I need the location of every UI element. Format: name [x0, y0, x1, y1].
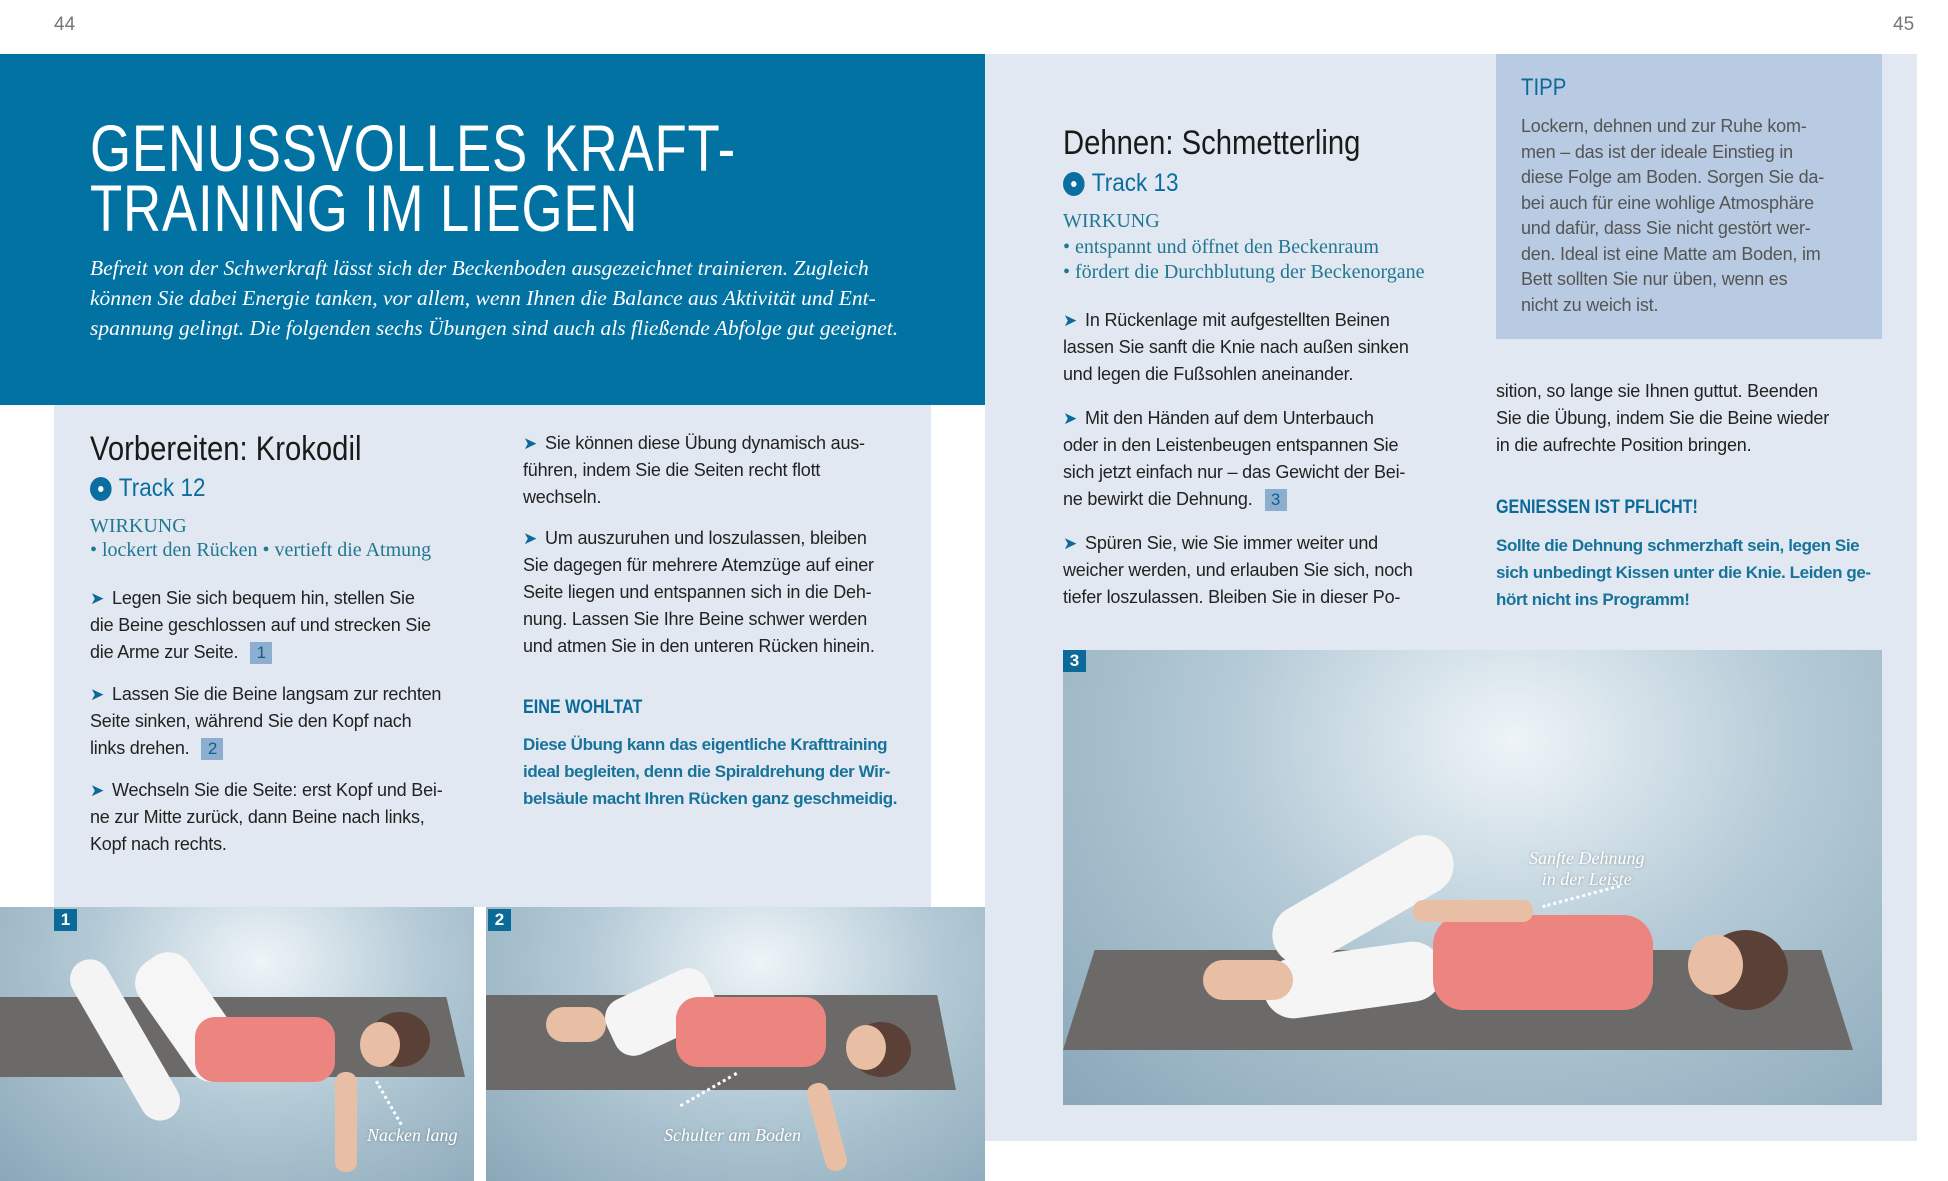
text-line: können Sie dabei Energie tanken, vor allem, wenn Ihnen die Balance aus Aktivität und Ent- [90, 286, 876, 310]
line-text: Kopf nach rechts. [90, 834, 227, 854]
text-line: Sie die Übung, indem Sie die Beine wieder [1496, 408, 1830, 428]
text-line: und dafür, dass Sie nicht gestört wer- [1521, 218, 1811, 238]
text-line [90, 708, 441, 735]
photo-number-badge: 2 [488, 909, 511, 931]
step-3 [90, 777, 443, 858]
text-line [1063, 334, 1409, 361]
line-text: sich jetzt einfach nur – das Gewicht der Bei- [1063, 462, 1406, 482]
tip-title: TIPP [1521, 74, 1567, 101]
text-line: nicht zu weich ist. [1521, 294, 1659, 315]
text-line: Sanfte Dehnung [1529, 848, 1645, 868]
step-3 [1063, 530, 1413, 611]
step-1 [90, 585, 431, 666]
audio-track-icon [90, 477, 112, 501]
text-line [90, 681, 441, 708]
arrow-bullet-icon: ➤ [90, 589, 105, 608]
step-3-continued [1496, 378, 1829, 459]
tip-text [1521, 114, 1824, 318]
line-text: oder in den Leistenbeugen entspannen Sie [1063, 435, 1399, 455]
arrow-bullet-icon: ➤ [90, 685, 105, 704]
audio-track-icon [1063, 172, 1085, 196]
text-line [1063, 459, 1405, 486]
figure-reference-badge[interactable]: 2 [201, 738, 223, 760]
line-text: Um auszuruhen und loszulassen, bleiben [545, 528, 867, 548]
text-line: • entspannt und öffnet den Beckenraum [1063, 236, 1379, 258]
text-line [523, 552, 875, 579]
text-line: Diese Übung kann das eigentliche Krafttraining [523, 735, 888, 754]
page-number-left: 44 [54, 14, 76, 35]
effect-label: WIRKUNG [1063, 210, 1160, 232]
chapter-title [90, 111, 737, 245]
text-line [1063, 584, 1413, 611]
photo-krokodil-2 [486, 907, 985, 1181]
arrow-bullet-icon: ➤ [523, 529, 538, 548]
exercise-heading-krokodil: Vorbereiten: Krokodil [90, 430, 362, 468]
text-line [90, 777, 443, 804]
text-line [90, 639, 431, 666]
line-text: nung. Lassen Sie Ihre Beine schwer werden [523, 609, 868, 629]
line-text: Seite sinken, während Sie den Kopf nach [90, 711, 412, 731]
text-line: • lockert den Rücken • vertieft die Atmung [90, 539, 432, 561]
photo-number-badge: 1 [54, 909, 77, 931]
text-line: spannung gelingt. Die folgenden sechs Übungen sind auch als fließende Abfolge gut geeignet. [90, 316, 899, 340]
text-line [90, 612, 431, 639]
text-line [1063, 530, 1413, 557]
text-line: sich unbedingt Kissen unter die Knie. Leiden ge- [1496, 563, 1871, 582]
text-line: bei auch für eine wohlige Atmosphäre [1521, 192, 1814, 213]
text-line [1063, 557, 1413, 584]
line-text: Legen Sie sich bequem hin, stellen Sie [112, 588, 415, 608]
line-text: ne bewirkt die Dehnung. [1063, 489, 1253, 509]
text-line [90, 804, 443, 831]
photo-schmetterling-3 [1063, 650, 1882, 1105]
arrow-bullet-icon: ➤ [523, 434, 538, 453]
step-5 [523, 525, 875, 660]
effect-list [1063, 235, 1425, 285]
photo-caption [1529, 848, 1644, 890]
text-line [523, 484, 865, 511]
line-text: Lassen Sie die Beine langsam zur rechten [112, 684, 442, 704]
line-text: lassen Sie sanft die Knie nach außen sinken [1063, 337, 1409, 357]
text-line: ideal begleiten, denn die Spiraldrehung der Wir- [523, 762, 890, 781]
text-line [1063, 486, 1405, 513]
line-text: und legen die Fußsohlen aneinander. [1063, 364, 1354, 384]
line-text: und atmen Sie in den unteren Rücken hinein. [523, 636, 875, 656]
text-line [523, 579, 875, 606]
line-text: Sie können diese Übung dynamisch aus- [545, 433, 865, 453]
figure-reference-badge[interactable]: 1 [250, 642, 272, 664]
text-line: hört nicht ins Programm! [1496, 590, 1690, 609]
text-line: GENUSSVOLLES KRAFT- [90, 111, 737, 185]
text-line [523, 430, 865, 457]
photo-krokodil-1 [0, 907, 474, 1181]
text-line: TRAINING IM LIEGEN [90, 171, 639, 245]
text-line [523, 633, 875, 660]
step-4 [523, 430, 865, 511]
photo-caption: Schulter am Boden [664, 1125, 801, 1145]
step-2 [90, 681, 441, 762]
photo-caption: Nacken lang [367, 1125, 458, 1145]
info-text-geniessen [1496, 532, 1871, 613]
line-text: führen, indem Sie die Seiten recht flott [523, 460, 821, 480]
text-line: • fördert die Durchblutung der Beckenorgane [1063, 261, 1425, 283]
arrow-bullet-icon: ➤ [1063, 311, 1078, 330]
text-line [90, 831, 443, 858]
text-line [523, 457, 865, 484]
track-label: Track 12 [118, 474, 206, 502]
line-text: die Arme zur Seite. [90, 642, 239, 662]
line-text: tiefer loszulassen. Bleiben Sie in dieser Po- [1063, 587, 1401, 607]
line-text: Spüren Sie, wie Sie immer weiter und [1085, 533, 1378, 553]
info-title-geniessen: GENIESSEN IST PFLICHT! [1496, 497, 1698, 518]
line-text: links drehen. [90, 738, 190, 758]
line-text: ne zur Mitte zurück, dann Beine nach links, [90, 807, 425, 827]
text-line [1063, 432, 1405, 459]
line-text: In Rückenlage mit aufgestellten Beinen [1085, 310, 1390, 330]
arrow-bullet-icon: ➤ [1063, 534, 1078, 553]
effect-list [90, 538, 431, 563]
text-line: men – das ist der ideale Einstieg in [1521, 141, 1793, 162]
text-line [1063, 405, 1405, 432]
text-line: den. Ideal ist eine Matte am Boden, im [1521, 243, 1821, 264]
text-line [523, 525, 875, 552]
track-13[interactable] [1063, 169, 1178, 198]
info-title-wohltat: EINE WOHLTAT [523, 697, 643, 718]
track-label: Track 13 [1091, 169, 1179, 197]
text-line: belsäule macht Ihren Rücken ganz geschmeidig. [523, 789, 898, 808]
line-text: Mit den Händen auf dem Unterbauch [1085, 408, 1374, 428]
text-line: in die aufrechte Position bringen. [1496, 435, 1752, 455]
line-text: Sie dagegen für mehrere Atemzüge auf einer [523, 555, 874, 575]
step-1 [1063, 307, 1409, 388]
text-line: diese Folge am Boden. Sorgen Sie da- [1521, 167, 1824, 187]
line-text: Wechseln Sie die Seite: erst Kopf und Bei- [112, 780, 443, 800]
line-text: Seite liegen und entspannen sich in die Deh- [523, 582, 872, 602]
arrow-bullet-icon: ➤ [90, 781, 105, 800]
text-line: Sollte die Dehnung schmerzhaft sein, legen Sie [1496, 536, 1860, 555]
text-line: in der Leiste [1541, 869, 1632, 889]
text-line: Lockern, dehnen und zur Ruhe kom- [1521, 116, 1807, 136]
line-text: weicher werden, und erlauben Sie sich, noch [1063, 560, 1413, 580]
step-2 [1063, 405, 1405, 513]
exercise-heading-schmetterling: Dehnen: Schmetterling [1063, 124, 1361, 162]
line-text: die Beine geschlossen auf und strecken Sie [90, 615, 431, 635]
text-line [90, 585, 431, 612]
arrow-bullet-icon: ➤ [1063, 409, 1078, 428]
text-line [1063, 307, 1409, 334]
info-text-wohltat [523, 731, 897, 812]
line-text: wechseln. [523, 487, 602, 507]
text-line: Befreit von der Schwerkraft lässt sich der Beckenboden ausgezeichnet trainieren. Zugleich [90, 256, 869, 280]
page-number-right: 45 [1893, 14, 1915, 35]
track-12[interactable] [90, 474, 205, 503]
text-line [1063, 361, 1409, 388]
effect-label: WIRKUNG [90, 515, 187, 537]
figure-reference-badge[interactable]: 3 [1265, 489, 1287, 511]
text-line [90, 735, 441, 762]
chapter-intro [90, 253, 898, 343]
photo-number-badge: 3 [1063, 650, 1086, 672]
text-line: Bett sollten Sie nur üben, wenn es [1521, 269, 1788, 289]
text-line: sition, so lange sie Ihnen guttut. Beenden [1496, 381, 1818, 401]
text-line [523, 606, 875, 633]
